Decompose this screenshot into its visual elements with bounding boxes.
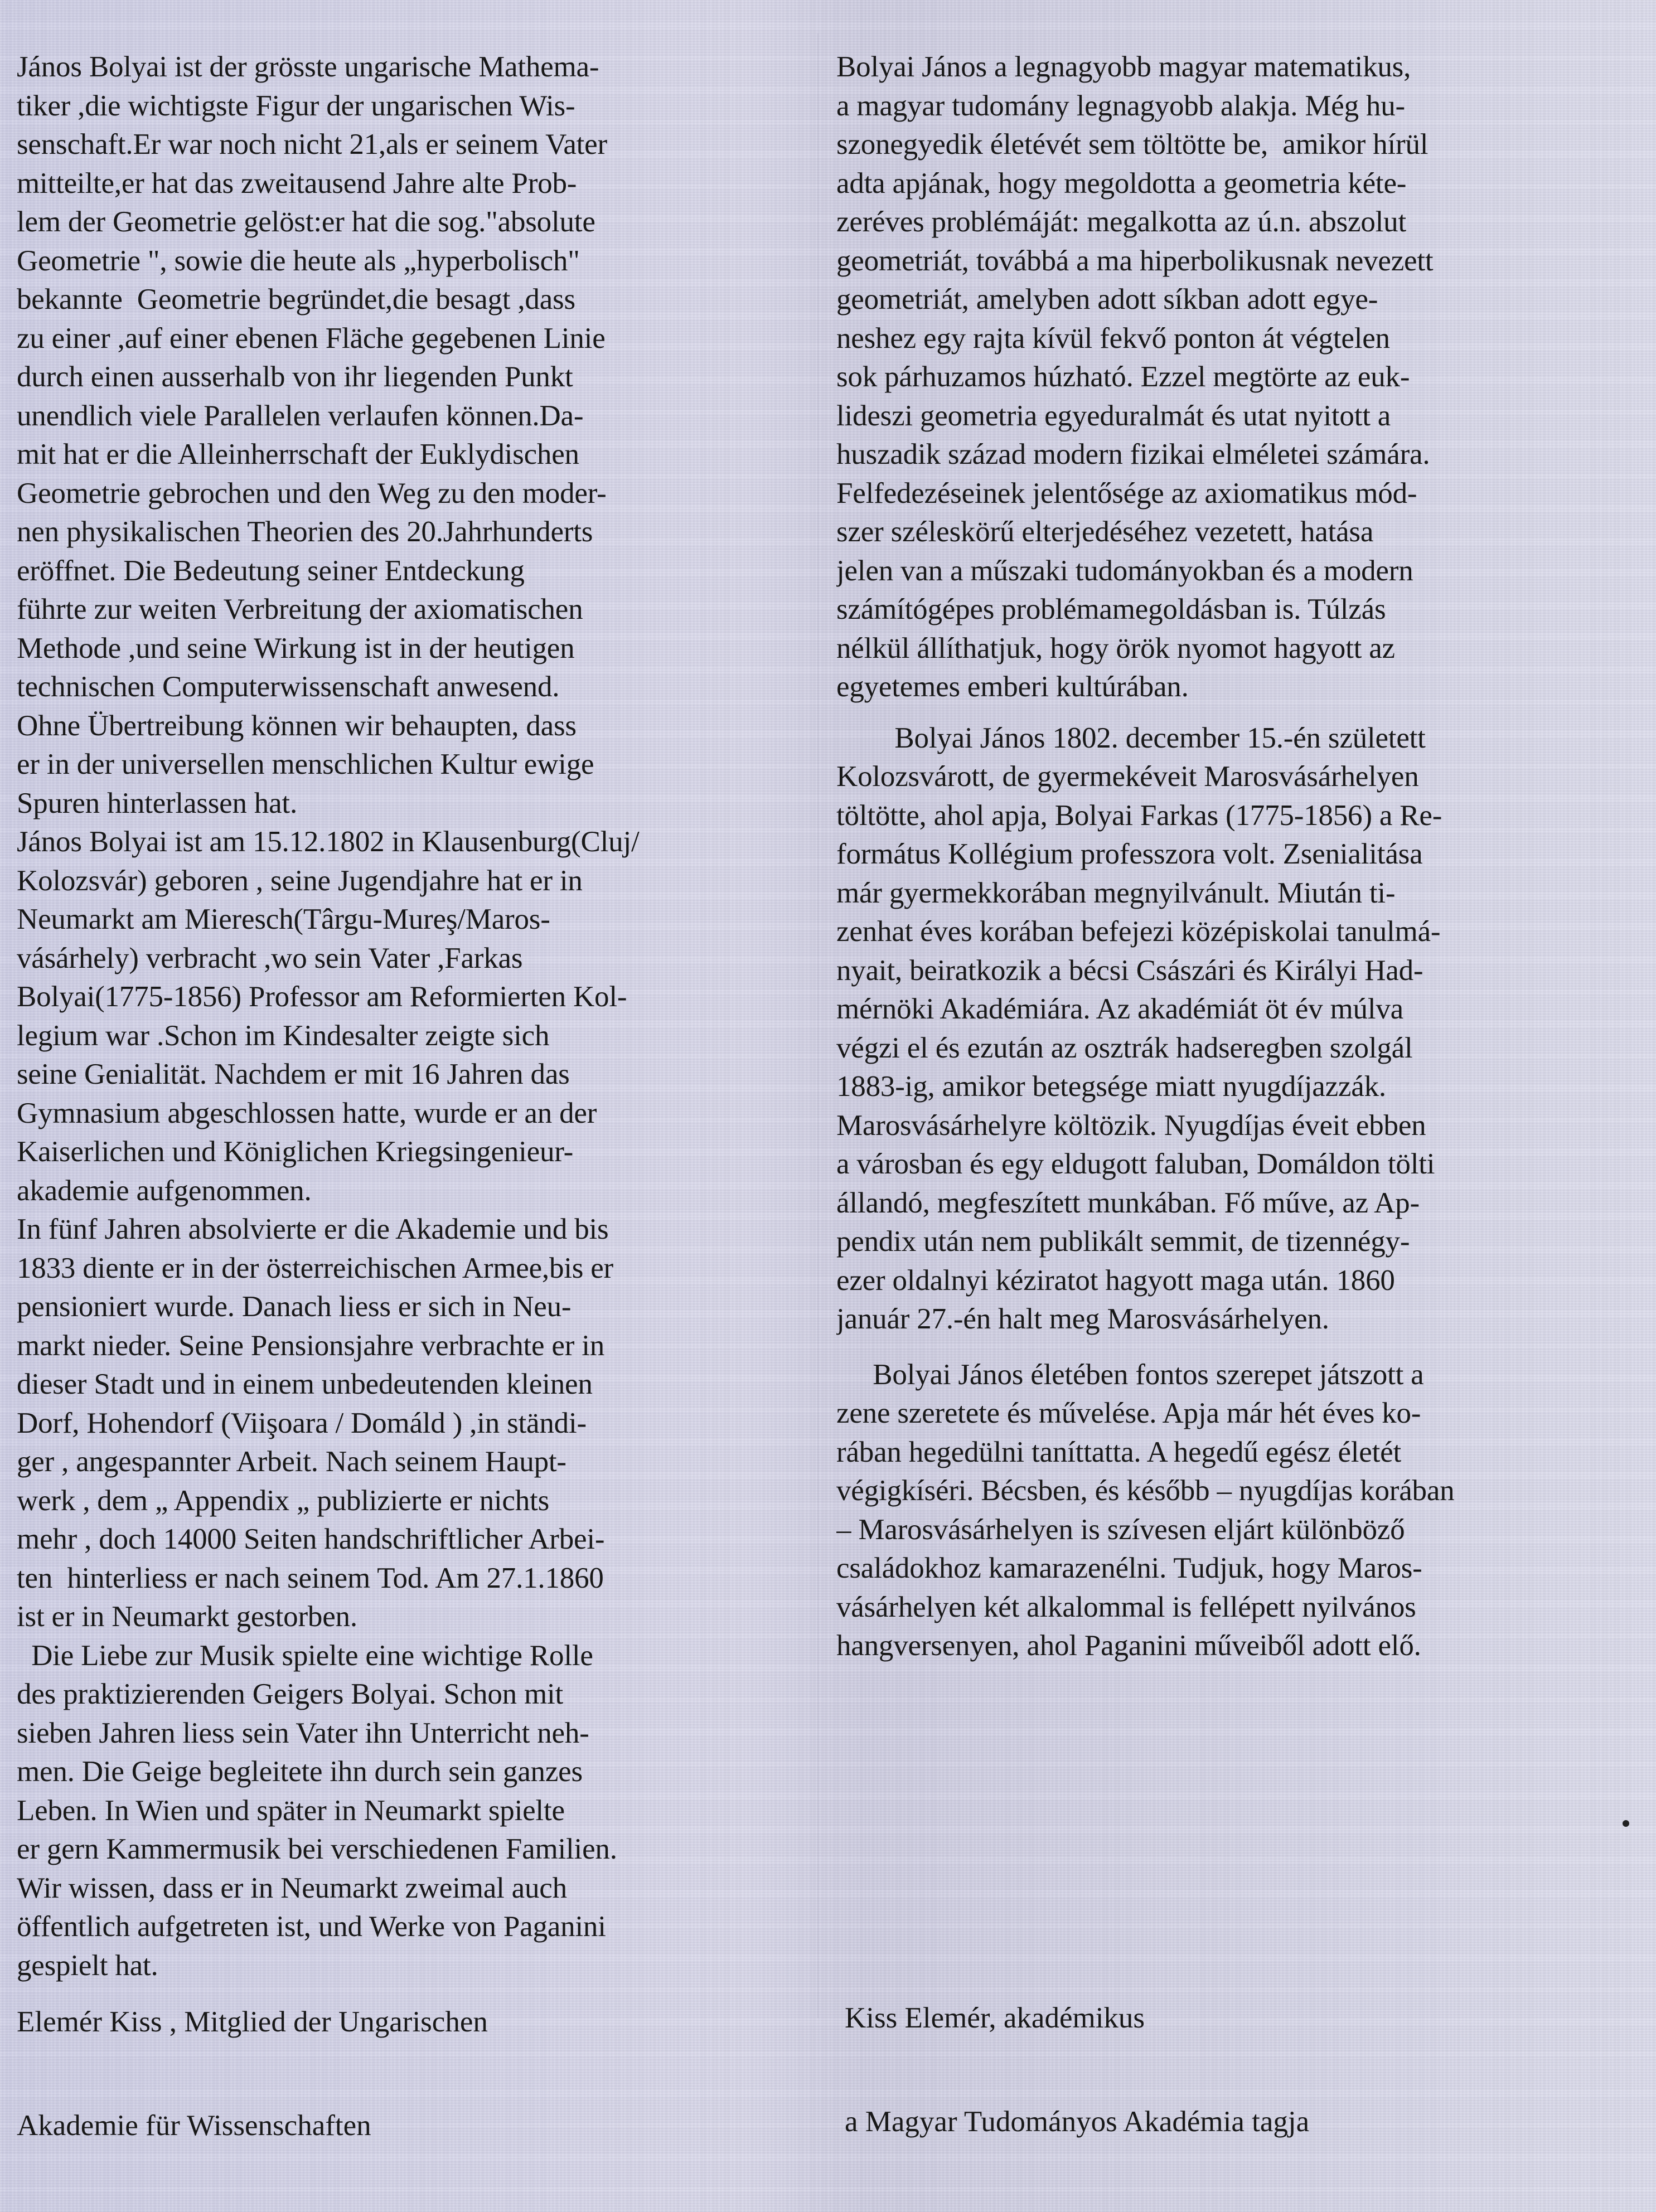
text-line: jelen van a műszaki tudományokban és a modern <box>836 554 1413 587</box>
text-line: sok párhuzamos húzható. Ezzel megtörte az euk- <box>836 361 1410 393</box>
text-line: pendix után nem publikált semmit, de tizennégy- <box>836 1225 1410 1258</box>
text-line: akademie aufgenommen. <box>17 1174 312 1207</box>
text-line: Spuren hinterlassen hat. <box>17 787 297 819</box>
paragraph <box>836 719 1628 1339</box>
text-line: geometriát, amelyben adott síkban adott egye- <box>836 283 1378 316</box>
text-line: zeréves problémáját: megalkotta az ú.n. abszolut <box>836 206 1407 238</box>
text-line: Bolyai János életében fontos szerepet játszott a <box>836 1358 1424 1391</box>
text-line: állandó, megfeszített munkában. Fő műve, az Ap- <box>836 1186 1420 1219</box>
paragraph-gap <box>836 1339 1628 1356</box>
text-line: a városban és egy eldugott faluban, Domáldon tölti <box>836 1148 1435 1180</box>
text-line: Gymnasium abgeschlossen hatte, wurde er an der <box>17 1097 597 1129</box>
text-line: men. Die Geige begleitete ihn durch sein ganzes <box>17 1755 583 1788</box>
text-line: zenhat éves korában befejezi középiskolai tanulmá- <box>836 915 1441 948</box>
text-line: öffentlich aufgetreten ist, und Werke von Paganini <box>17 1910 606 1943</box>
text-line: János Bolyai ist am 15.12.1802 in Klausenburg(Cluj/ <box>17 826 640 858</box>
text-line: Neumarkt am Mieresch(Târgu-Mureş/Maros- <box>17 903 550 935</box>
text-line: legium war .Schon im Kindesalter zeigte sich <box>17 1019 550 1052</box>
text-line: Dorf, Hohendorf (Viişoara / Domáld ) ,in ständi- <box>17 1406 587 1439</box>
text-line: werk , dem „ Appendix „ publizierte er nichts <box>17 1484 549 1517</box>
text-line: markt nieder. Seine Pensionsjahre verbrachte er in <box>17 1329 605 1362</box>
text-line: Kaiserlichen und Königlichen Kriegsingenieur- <box>17 1136 574 1168</box>
text-line: mehr , doch 14000 Seiten handschriftlicher Arbei- <box>17 1523 605 1555</box>
text-line: zene szeretete és művelése. Apja már hét éves ko- <box>836 1397 1421 1429</box>
paragraph <box>836 48 1628 707</box>
text-line: már gyermekkorában megnyilvánult. Miután ti- <box>836 876 1396 909</box>
text-line: bekannte Geometrie begründet,die besagt ,dass <box>17 283 575 316</box>
text-line: geometriát, továbbá a ma hiperbolikusnak nevezett <box>836 244 1434 277</box>
ink-dot <box>1623 1820 1629 1827</box>
text-line: nyait, beiratkozik a bécsi Császári és Királyi Had- <box>836 954 1423 987</box>
text-line: Leben. In Wien und später in Neumarkt spielte <box>17 1794 565 1827</box>
text-line: nélkül állíthatjuk, hogy örök nyomot hagyott az <box>836 632 1395 664</box>
text-line: ezer oldalnyi kéziratot hagyott maga után. 1860 <box>836 1264 1395 1297</box>
text-line: gespielt hat. <box>17 1949 158 1982</box>
text-line: ten hinterliess er nach seinem Tod. Am 27.1.1860 <box>17 1561 604 1594</box>
text-line: Wir wissen, dass er in Neumarkt zweimal auch <box>17 1871 567 1904</box>
text-line: Die Liebe zur Musik spielte eine wichtige Rolle <box>17 1639 593 1672</box>
text-line: adta apjának, hogy megoldotta a geometria kéte- <box>836 167 1407 200</box>
text-line: lem der Geometrie gelöst:er hat die sog."absolute <box>17 206 595 238</box>
text-line: er gern Kammermusik bei verschiedenen Familien. <box>17 1833 617 1865</box>
paragraph <box>17 1637 808 1986</box>
paragraph <box>17 823 808 1210</box>
text-line: egyetemes emberi kultúrában. <box>836 671 1189 703</box>
text-line: János Bolyai ist der grösste ungarische Mathema- <box>17 51 599 83</box>
text-line: des praktizierenden Geigers Bolyai. Schon mit <box>17 1678 564 1710</box>
text-line: mit hat er die Alleinherrschaft der Euklydischen <box>17 438 579 470</box>
text-line: 1883-ig, amikor betegsége miatt nyugdíjazzák. <box>836 1070 1386 1103</box>
text-line: Ohne Übertreibung können wir behaupten, dass <box>17 709 577 742</box>
text-line: huszadik század modern fizikai elméletei számára. <box>836 438 1430 470</box>
text-line: a magyar tudomány legnagyobb alakja. Még hu- <box>836 89 1405 122</box>
text-line: lideszi geometria egyeduralmát és utat nyitott a <box>836 399 1391 432</box>
text-line: töltötte, ahol apja, Bolyai Farkas (1775-1856) a Re- <box>836 799 1442 832</box>
text-line: senschaft.Er war noch nicht 21,als er seinem Vater <box>17 128 607 161</box>
text-line: hangversenyen, ahol Paganini műveiből adott elő. <box>836 1629 1421 1662</box>
text-line: szer széleskörű elterjedéséhez vezetett, hatása <box>836 516 1374 548</box>
signature-line: Elemér Kiss , Mitglied der Ungarischen <box>17 2006 488 2038</box>
text-line: Kolozsvárott, de gyermekéveit Marosvásárhelyen <box>836 760 1419 793</box>
text-line: führte zur weiten Verbreitung der axiomatischen <box>17 593 583 625</box>
text-line: végzi el és ezután az osztrák hadseregben szolgál <box>836 1031 1413 1064</box>
text-line: Bolyai János 1802. december 15.-én született <box>836 721 1426 754</box>
text-line: Bolyai(1775-1856) Professor am Reformierten Kol- <box>17 981 627 1013</box>
german-signature <box>17 1936 488 2212</box>
text-line: formátus Kollégium professzora volt. Zsenialitása <box>836 838 1423 870</box>
hungarian-text-column <box>836 48 1628 1666</box>
text-line: Methode ,und seine Wirkung ist in der heutigen <box>17 632 575 664</box>
text-line: eröffnet. Die Bedeutung seiner Entdeckung <box>17 554 525 587</box>
text-line: tiker ,die wichtigste Figur der ungarischen Wis- <box>17 89 575 122</box>
text-line: zu einer ,auf einer ebenen Fläche gegebenen Linie <box>17 322 606 355</box>
text-line: mérnöki Akadémiára. Az akadémiát öt év múlva <box>836 993 1403 1025</box>
hungarian-signature <box>845 1932 1309 2208</box>
text-line: mitteilte,er hat das zweitausend Jahre alte Prob- <box>17 167 577 200</box>
text-line: Bolyai János a legnagyobb magyar matematikus, <box>836 51 1411 83</box>
text-line: dieser Stadt und in einem unbedeutenden kleinen <box>17 1368 593 1400</box>
paragraph <box>17 1210 808 1637</box>
text-line: nen physikalischen Theorien des 20.Jahrhunderts <box>17 516 593 548</box>
text-line: végigkíséri. Bécsben, és később – nyugdíjas korában <box>836 1474 1455 1507</box>
text-line: Marosvásárhelyre költözik. Nyugdíjas éveit ebben <box>836 1109 1426 1142</box>
paragraph <box>836 1356 1628 1666</box>
text-line: vásárhelyen két alkalommal is fellépett nyilvános <box>836 1590 1416 1623</box>
text-line: Geometrie ", sowie die heute als „hyperbolisch" <box>17 244 580 277</box>
text-line: pensioniert wurde. Danach liess er sich in Neu- <box>17 1291 572 1323</box>
text-line: er in der universellen menschlichen Kultur ewige <box>17 748 594 780</box>
text-line: unendlich viele Parallelen verlaufen können.Da- <box>17 399 584 432</box>
paragraph-gap <box>836 707 1628 719</box>
column-divider <box>817 33 819 2018</box>
text-line: – Marosvásárhelyen is szívesen eljárt különböző <box>836 1513 1405 1546</box>
text-line: számítógépes problémamegoldásban is. Túlzás <box>836 593 1386 625</box>
signature-line: Kiss Elemér, akadémikus <box>845 2002 1145 2034</box>
paragraph <box>17 48 808 823</box>
signature-line: Akademie für Wissenschaften <box>17 2109 371 2142</box>
text-line: Kolozsvár) geboren , seine Jugendjahre hat er in <box>17 864 583 897</box>
text-line: szonegyedik életévét sem töltötte be, amikor hírül <box>836 128 1429 161</box>
text-line: sieben Jahren liess sein Vater ihn Unterricht neh- <box>17 1716 589 1749</box>
text-line: Felfedezéseinek jelentősége az axiomatikus mód- <box>836 477 1417 510</box>
text-line: seine Genialität. Nachdem er mit 16 Jahren das <box>17 1058 570 1090</box>
text-line: Geometrie gebrochen und den Weg zu den moder- <box>17 477 607 510</box>
text-line: január 27.-én halt meg Marosvásárhelyen. <box>836 1303 1329 1335</box>
text-line: durch einen ausserhalb von ihr liegenden Punkt <box>17 361 573 393</box>
signature-line: a Magyar Tudományos Akadémia tagja <box>845 2106 1310 2138</box>
text-line: rában hegedülni taníttatta. A hegedű egész életét <box>836 1435 1401 1468</box>
text-line: ger , angespannter Arbeit. Nach seinem Haupt- <box>17 1445 566 1478</box>
text-line: ist er in Neumarkt gestorben. <box>17 1600 357 1633</box>
text-line: In fünf Jahren absolvierte er die Akademie und bis <box>17 1213 609 1245</box>
text-line: vásárhely) verbracht ,wo sein Vater ,Farkas <box>17 942 523 974</box>
text-line: technischen Computerwissenschaft anwesend. <box>17 671 560 703</box>
text-line: családokhoz kamarazenélni. Tudjuk, hogy Maros- <box>836 1552 1422 1584</box>
text-line: neshez egy rajta kívül fekvő ponton át végtelen <box>836 322 1390 355</box>
german-text-column <box>17 48 808 1985</box>
text-line: 1833 diente er in der österreichischen Armee,bis er <box>17 1251 614 1284</box>
